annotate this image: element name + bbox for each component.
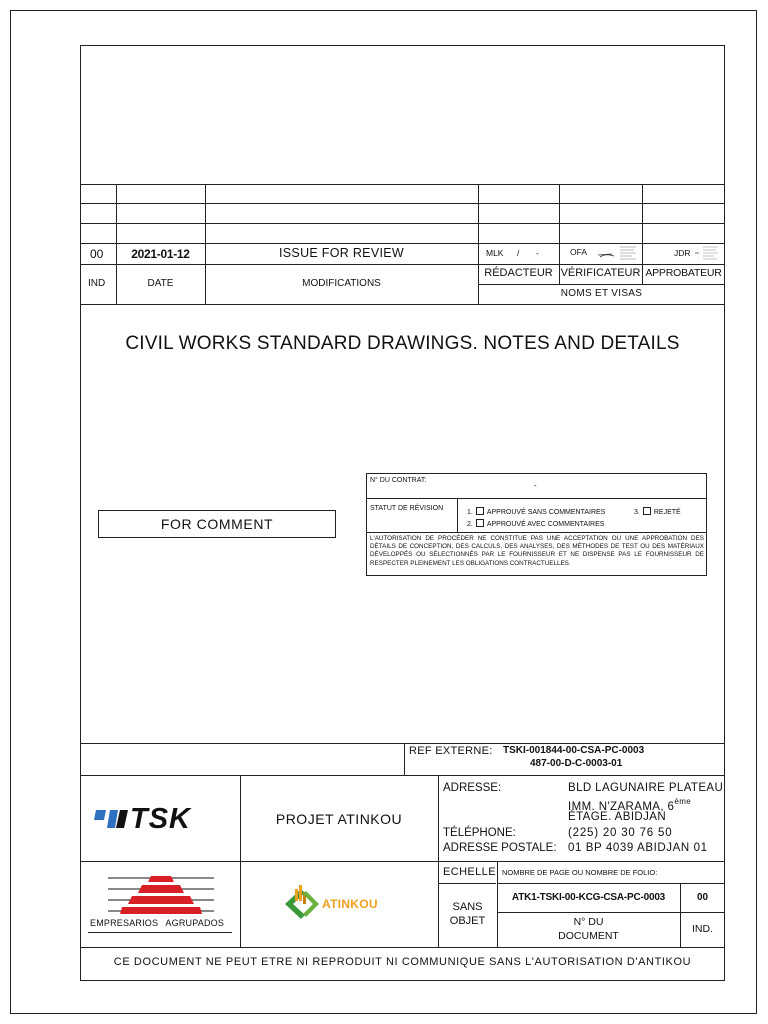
- redacteur-mark: /: [517, 248, 520, 258]
- revision-date: 2021-01-12: [131, 247, 190, 261]
- phone-number: (225) 20 30 76 50: [568, 827, 673, 839]
- header-date: DATE: [147, 278, 174, 289]
- ea-logo-text: EMPRESARIOS AGRUPADOS: [90, 918, 225, 928]
- ea-logo-icon: [88, 872, 234, 916]
- contract-number-value: -: [534, 481, 537, 490]
- header-ind: IND: [88, 278, 106, 289]
- document-number-label-2: DOCUMENT: [558, 930, 619, 942]
- address-line3: ÉTAGE. ABIDJAN: [568, 811, 667, 823]
- document-title: CIVIL WORKS STANDARD DRAWINGS. NOTES AND DETAILS: [125, 333, 680, 354]
- phone-label: TÉLÉPHONE:: [443, 827, 516, 839]
- header-noms-visas: NOMS ET VISAS: [560, 288, 643, 299]
- atinkou-logo: [284, 883, 404, 923]
- review-disclaimer: L'AUTORISATION DE PROCÉDER NE CONSTITUE PAS UNE ACCEPTATION OU UNE APPROBATION DES DÉTAILS DE CONCEPTION, DES CALCULS, DES ANALYSES, DES MÉTHODES DE TEST OU DES MATÉRIAUX DÉVELOPPÉS OU SÉLECTIONNÉS PAR LE FOURNISSEUR ET NE DISPENSE PAS LE FOURNISSEUR DE RESPECTER PLEINEMENT LES OBLIGATIONS CONTRACTUELLES.: [370, 535, 704, 567]
- option-rejected[interactable]: 3. REJETÉ: [634, 509, 681, 516]
- for-comment-stamp: [98, 510, 336, 538]
- revision-modification: ISSUE FOR REVIEW: [279, 246, 404, 260]
- redacteur-dash: -: [536, 248, 539, 258]
- empresarios-agrupados-logo: [88, 872, 234, 936]
- option-approved-with-comments[interactable]: 2. APPROUVÉ AVEC COMMENTAIRES: [467, 521, 605, 528]
- tsk-logo: [94, 805, 234, 833]
- checkbox-approved-no-comments[interactable]: [476, 507, 484, 515]
- echelle-value-line1: SANS: [452, 901, 483, 913]
- address-label: ADRESSE:: [443, 782, 502, 794]
- atinkou-logo-text: ATINKOU: [322, 897, 378, 911]
- ind-label: IND.: [692, 923, 713, 935]
- postal-label: ADRESSE POSTALE:: [443, 842, 557, 854]
- echelle-label: ECHELLE: [443, 866, 496, 878]
- tsk-logo-text: TSK: [130, 803, 191, 835]
- contract-number-label: N° DU CONTRAT:: [370, 477, 427, 484]
- checkbox-approved-with-comments[interactable]: [476, 519, 484, 527]
- redacteur-initials: MLK: [486, 248, 504, 258]
- option-approved-no-comments[interactable]: 1. APPROUVÉ SANS COMMENTAIRES: [467, 509, 606, 516]
- document-number: ATK1-TSKI-00-KCG-CSA-PC-0003: [511, 892, 666, 903]
- review-status-box: [366, 473, 707, 576]
- atinkou-logo-icon: [284, 883, 320, 921]
- verificateur-signature-icon: [596, 244, 640, 262]
- tsk-logo-icon: [94, 806, 128, 832]
- ref-externe-line2: 487-00-D-C-0003-01: [530, 758, 623, 769]
- ref-externe-line1: TSKI-001844-00-CSA-PC-0003: [503, 745, 645, 756]
- revision-index: 00: [90, 247, 104, 261]
- approbateur-initials: JDR: [674, 248, 691, 258]
- document-number-label-1: N° DU: [573, 916, 604, 928]
- project-name: PROJET ATINKOU: [275, 811, 403, 827]
- verificateur-initials: OFA: [570, 247, 588, 257]
- header-redacteur: RÉDACTEUR: [484, 267, 553, 279]
- document-revision: 00: [696, 892, 709, 903]
- header-verificateur: VÉRIFICATEUR: [560, 267, 641, 279]
- copyright-notice: CE DOCUMENT NE PEUT ETRE NI REPRODUIT NI COMMUNIQUE SANS L'AUTORISATION D'ANTIKOU: [113, 956, 692, 968]
- header-modifications: MODIFICATIONS: [302, 278, 381, 289]
- header-approbateur: APPROBATEUR: [645, 267, 722, 279]
- review-status-label: STATUT DE RÉVISION: [370, 505, 444, 512]
- echelle-value-line2: OBJET: [449, 915, 486, 927]
- ref-externe-label: REF EXTERNE:: [409, 745, 493, 757]
- for-comment-label: FOR COMMENT: [160, 516, 274, 532]
- pages-label: NOMBRE DE PAGE OU NOMBRE DE FOLIO:: [502, 868, 658, 877]
- address-line1: BLD LAGUNAIRE PLATEAU: [568, 782, 724, 794]
- approbateur-signature-icon: [694, 245, 722, 262]
- postal-address: 01 BP 4039 ABIDJAN 01: [568, 842, 708, 854]
- checkbox-rejected[interactable]: [643, 507, 651, 515]
- address-line2: IMM. N'ZARAMA, 6ème: [568, 797, 692, 813]
